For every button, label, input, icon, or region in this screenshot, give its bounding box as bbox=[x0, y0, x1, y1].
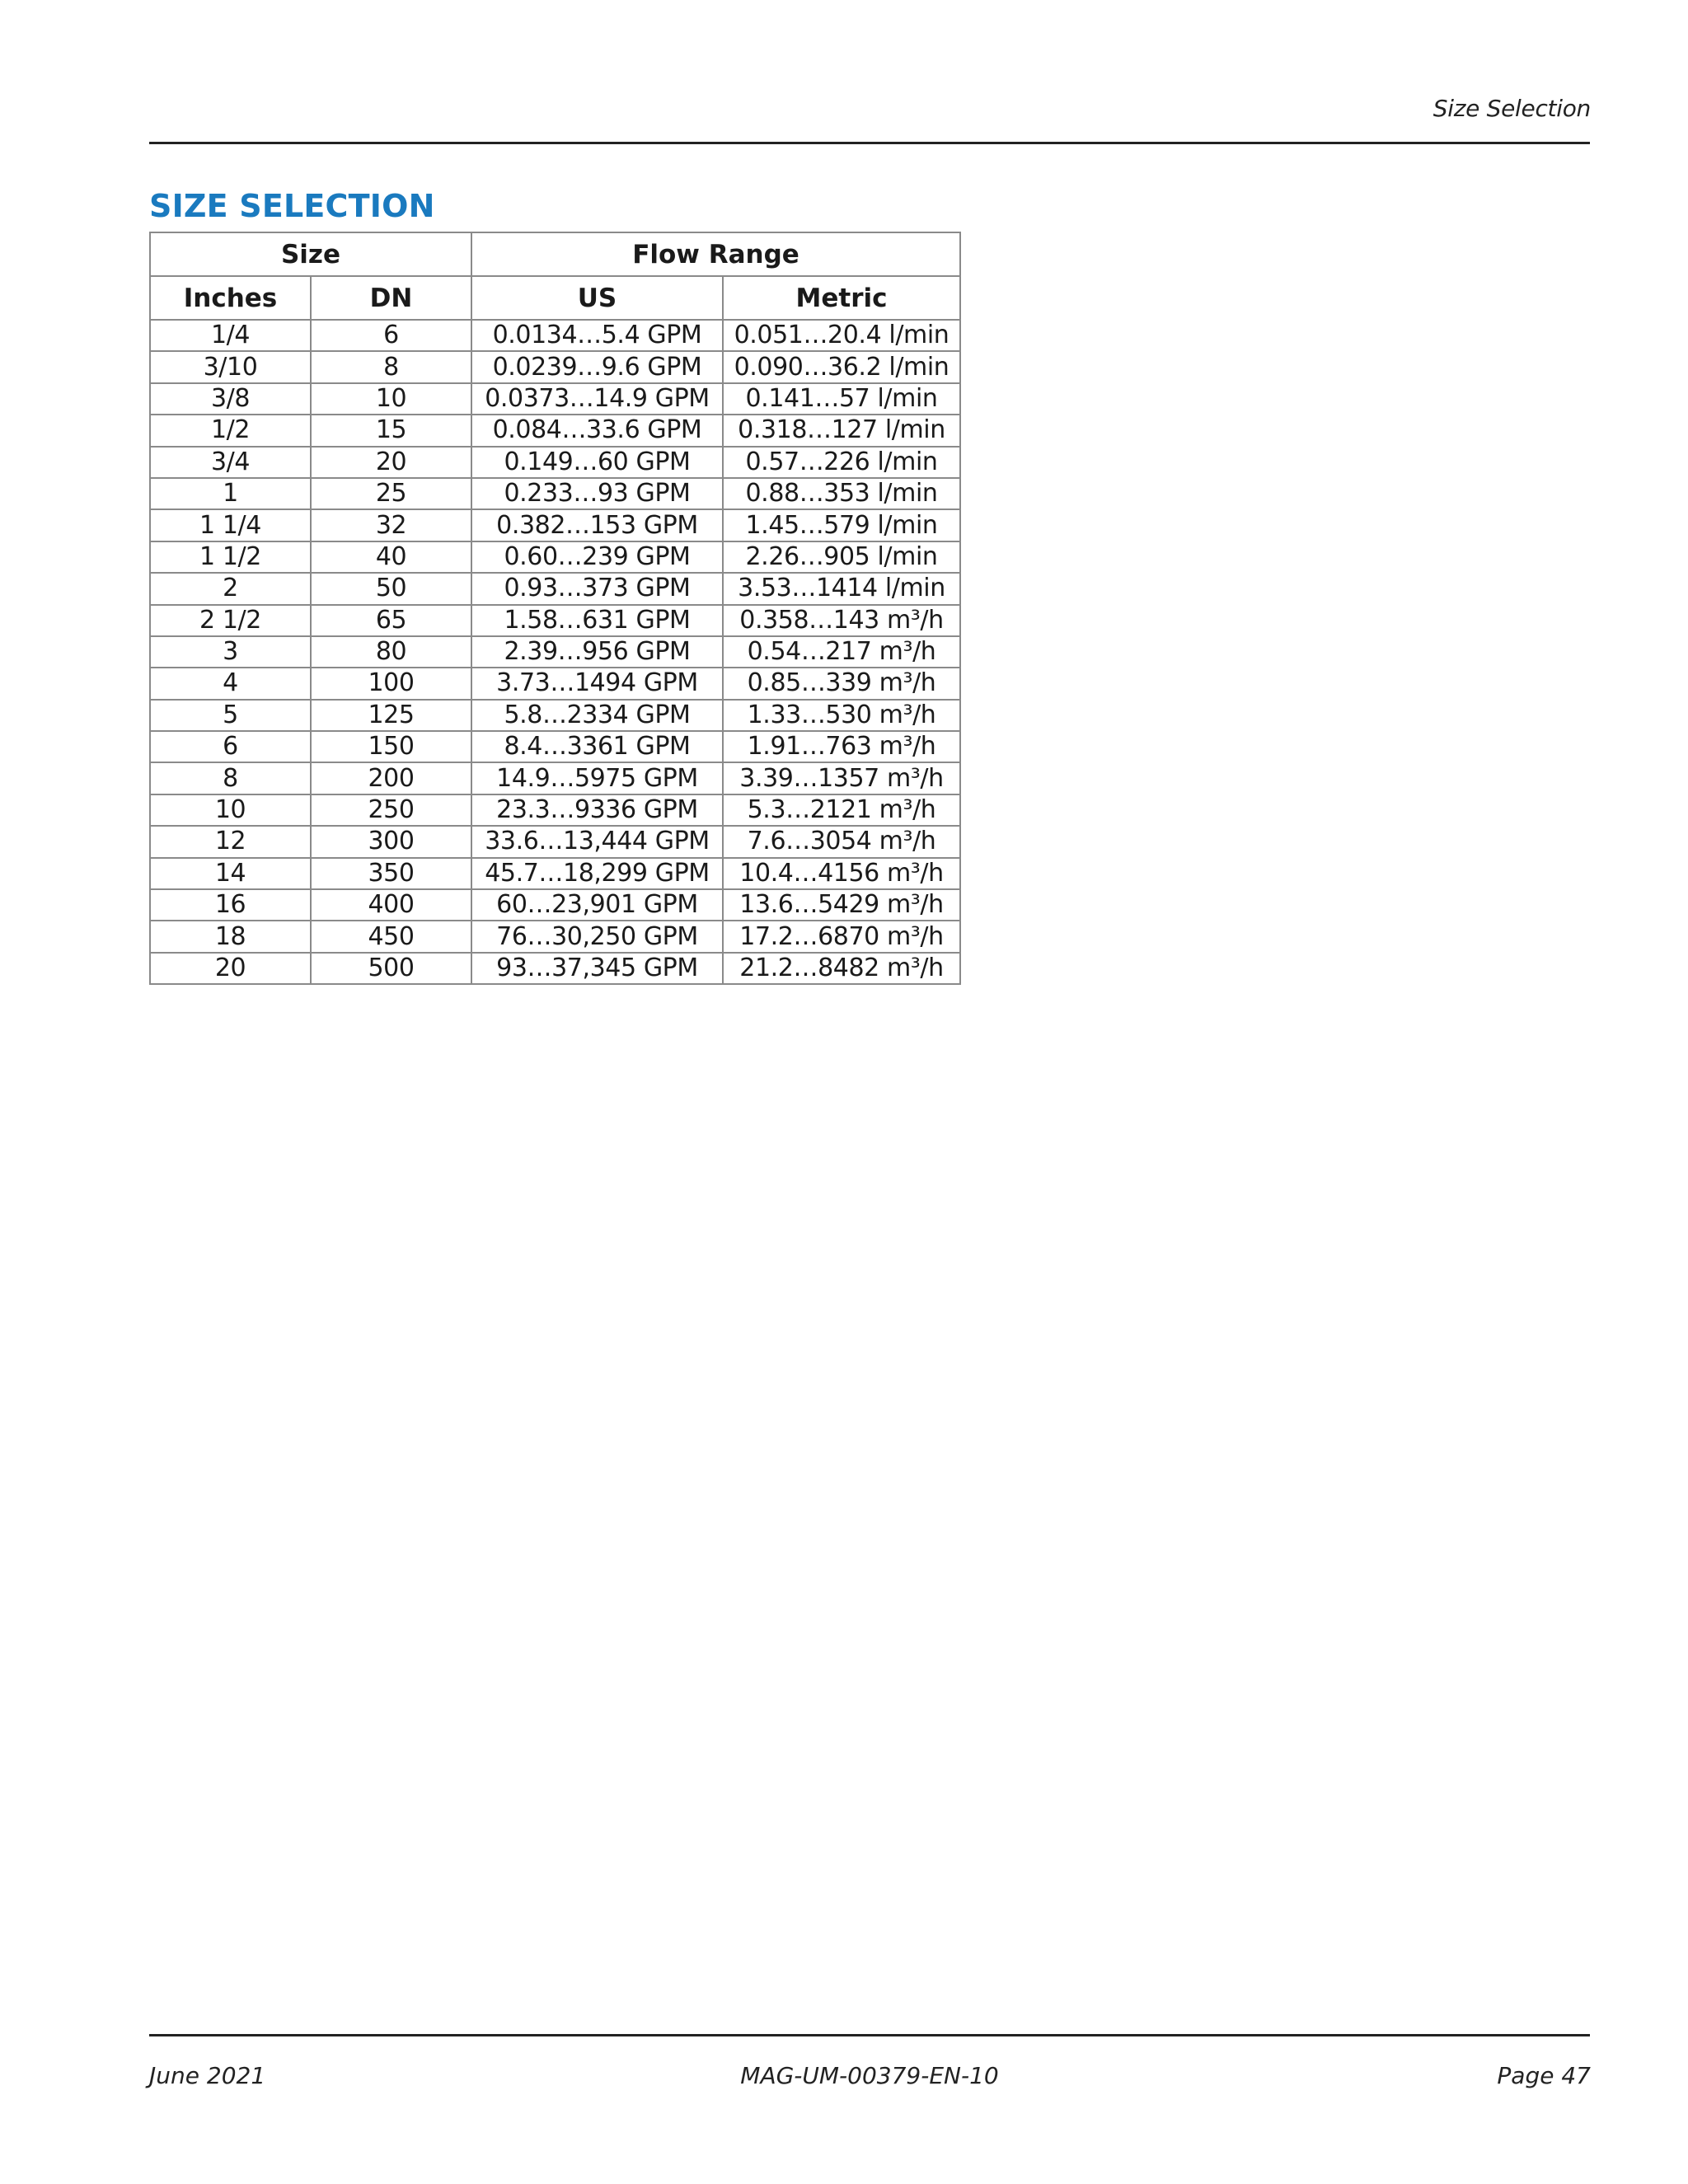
metric-cell: 3.39…1357 m³/h bbox=[723, 762, 960, 794]
inches-cell: 18 bbox=[150, 921, 311, 952]
table-row bbox=[150, 573, 960, 604]
us-cell: 0.60…239 GPM bbox=[471, 541, 723, 573]
table-row bbox=[150, 700, 960, 731]
table-body bbox=[150, 320, 960, 984]
us-cell: 3.73…1494 GPM bbox=[471, 668, 723, 699]
dn-cell: 100 bbox=[311, 668, 471, 699]
table-row bbox=[150, 605, 960, 636]
inches-cell: 2 bbox=[150, 573, 311, 604]
dn-cell: 6 bbox=[311, 320, 471, 351]
table-row bbox=[150, 668, 960, 699]
us-cell: 0.93…373 GPM bbox=[471, 573, 723, 604]
table-row bbox=[150, 415, 960, 446]
dn-cell: 400 bbox=[311, 889, 471, 921]
us-column-header: US bbox=[471, 276, 723, 320]
us-cell: 0.0373…14.9 GPM bbox=[471, 383, 723, 415]
us-cell: 0.0239…9.6 GPM bbox=[471, 351, 723, 382]
table-row bbox=[150, 541, 960, 573]
dn-column-header: DN bbox=[311, 276, 471, 320]
inches-cell: 3/10 bbox=[150, 351, 311, 382]
dn-cell: 32 bbox=[311, 509, 471, 541]
metric-cell: 3.53…1414 l/min bbox=[723, 573, 960, 604]
table-row bbox=[150, 826, 960, 857]
us-cell: 93…37,345 GPM bbox=[471, 953, 723, 984]
us-cell: 2.39…956 GPM bbox=[471, 636, 723, 668]
inches-cell: 20 bbox=[150, 953, 311, 984]
metric-column-header: Metric bbox=[723, 276, 960, 320]
size-group-header: Size bbox=[150, 232, 471, 276]
dn-cell: 65 bbox=[311, 605, 471, 636]
inches-cell: 6 bbox=[150, 731, 311, 762]
us-cell: 1.58…631 GPM bbox=[471, 605, 723, 636]
inches-cell: 14 bbox=[150, 858, 311, 889]
metric-cell: 1.33…530 m³/h bbox=[723, 700, 960, 731]
metric-cell: 17.2…6870 m³/h bbox=[723, 921, 960, 952]
us-cell: 23.3…9336 GPM bbox=[471, 794, 723, 826]
footer-rule bbox=[149, 2034, 1590, 2036]
inches-cell: 8 bbox=[150, 762, 311, 794]
running-header: Size Selection bbox=[1432, 95, 1591, 122]
metric-cell: 13.6…5429 m³/h bbox=[723, 889, 960, 921]
us-cell: 5.8…2334 GPM bbox=[471, 700, 723, 731]
metric-cell: 0.54…217 m³/h bbox=[723, 636, 960, 668]
metric-cell: 1.91…763 m³/h bbox=[723, 731, 960, 762]
inches-cell: 2 1/2 bbox=[150, 605, 311, 636]
metric-cell: 10.4…4156 m³/h bbox=[723, 858, 960, 889]
inches-cell: 16 bbox=[150, 889, 311, 921]
inches-cell: 3/4 bbox=[150, 447, 311, 478]
metric-cell: 0.090…36.2 l/min bbox=[723, 351, 960, 382]
dn-cell: 40 bbox=[311, 541, 471, 573]
header-rule bbox=[149, 142, 1590, 144]
table-row bbox=[150, 794, 960, 826]
dn-cell: 300 bbox=[311, 826, 471, 857]
footer-date: June 2021 bbox=[149, 2062, 266, 2089]
us-cell: 14.9…5975 GPM bbox=[471, 762, 723, 794]
metric-cell: 0.88…353 l/min bbox=[723, 478, 960, 509]
table-row bbox=[150, 478, 960, 509]
table-row bbox=[150, 351, 960, 382]
dn-cell: 350 bbox=[311, 858, 471, 889]
us-cell: 33.6…13,444 GPM bbox=[471, 826, 723, 857]
table-row bbox=[150, 921, 960, 952]
inches-cell: 1 bbox=[150, 478, 311, 509]
inches-cell: 1/2 bbox=[150, 415, 311, 446]
us-cell: 0.084…33.6 GPM bbox=[471, 415, 723, 446]
metric-cell: 0.57…226 l/min bbox=[723, 447, 960, 478]
table-row bbox=[150, 731, 960, 762]
inches-cell: 4 bbox=[150, 668, 311, 699]
metric-cell: 0.141…57 l/min bbox=[723, 383, 960, 415]
column-header-row bbox=[150, 276, 960, 320]
table-row bbox=[150, 447, 960, 478]
table-row bbox=[150, 636, 960, 668]
inches-cell: 1/4 bbox=[150, 320, 311, 351]
metric-cell: 2.26…905 l/min bbox=[723, 541, 960, 573]
dn-cell: 250 bbox=[311, 794, 471, 826]
dn-cell: 20 bbox=[311, 447, 471, 478]
table-row bbox=[150, 383, 960, 415]
us-cell: 0.233…93 GPM bbox=[471, 478, 723, 509]
metric-cell: 21.2…8482 m³/h bbox=[723, 953, 960, 984]
section-title: SIZE SELECTION bbox=[149, 188, 435, 224]
dn-cell: 50 bbox=[311, 573, 471, 604]
dn-cell: 80 bbox=[311, 636, 471, 668]
us-cell: 0.0134…5.4 GPM bbox=[471, 320, 723, 351]
metric-cell: 0.051…20.4 l/min bbox=[723, 320, 960, 351]
table-row bbox=[150, 762, 960, 794]
metric-cell: 7.6…3054 m³/h bbox=[723, 826, 960, 857]
footer-doc-id: MAG-UM-00379-EN-10 bbox=[740, 2062, 999, 2089]
inches-cell: 10 bbox=[150, 794, 311, 826]
group-header-row bbox=[150, 232, 960, 276]
table-row bbox=[150, 509, 960, 541]
metric-cell: 5.3…2121 m³/h bbox=[723, 794, 960, 826]
us-cell: 76…30,250 GPM bbox=[471, 921, 723, 952]
inches-cell: 1 1/2 bbox=[150, 541, 311, 573]
table-row bbox=[150, 320, 960, 351]
inches-cell: 1 1/4 bbox=[150, 509, 311, 541]
us-cell: 0.149…60 GPM bbox=[471, 447, 723, 478]
metric-cell: 0.358…143 m³/h bbox=[723, 605, 960, 636]
dn-cell: 450 bbox=[311, 921, 471, 952]
dn-cell: 8 bbox=[311, 351, 471, 382]
dn-cell: 15 bbox=[311, 415, 471, 446]
inches-cell: 12 bbox=[150, 826, 311, 857]
us-cell: 45.7…18,299 GPM bbox=[471, 858, 723, 889]
flow-range-group-header: Flow Range bbox=[471, 232, 960, 276]
size-selection-table bbox=[149, 232, 961, 985]
metric-cell: 1.45…579 l/min bbox=[723, 509, 960, 541]
dn-cell: 25 bbox=[311, 478, 471, 509]
metric-cell: 0.318…127 l/min bbox=[723, 415, 960, 446]
dn-cell: 200 bbox=[311, 762, 471, 794]
dn-cell: 500 bbox=[311, 953, 471, 984]
inches-cell: 5 bbox=[150, 700, 311, 731]
us-cell: 60…23,901 GPM bbox=[471, 889, 723, 921]
inches-cell: 3 bbox=[150, 636, 311, 668]
dn-cell: 10 bbox=[311, 383, 471, 415]
footer-page-number: Page 47 bbox=[1497, 2062, 1591, 2089]
inches-cell: 3/8 bbox=[150, 383, 311, 415]
table-row bbox=[150, 858, 960, 889]
metric-cell: 0.85…339 m³/h bbox=[723, 668, 960, 699]
dn-cell: 125 bbox=[311, 700, 471, 731]
us-cell: 8.4…3361 GPM bbox=[471, 731, 723, 762]
dn-cell: 150 bbox=[311, 731, 471, 762]
table-row bbox=[150, 889, 960, 921]
us-cell: 0.382…153 GPM bbox=[471, 509, 723, 541]
table-row bbox=[150, 953, 960, 984]
inches-column-header: Inches bbox=[150, 276, 311, 320]
